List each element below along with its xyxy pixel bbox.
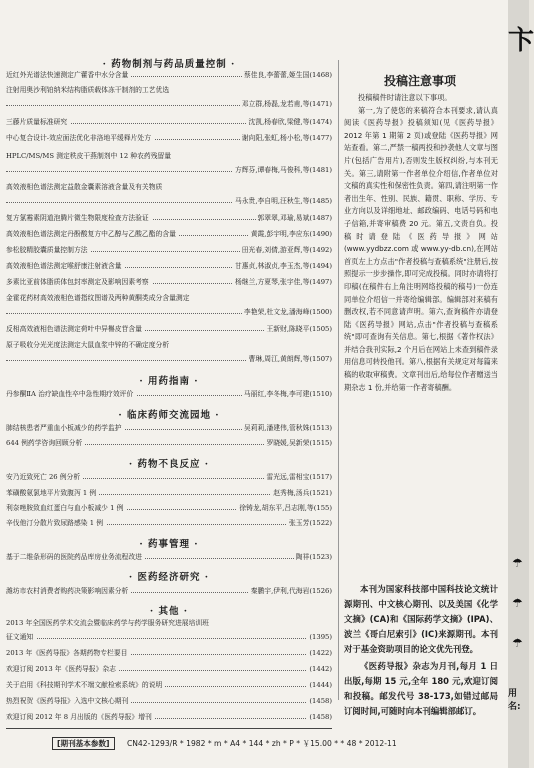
toc-entry: 金霍花药材高效液相色谱指纹图谱及两种黄酮类成分含量测定 bbox=[6, 293, 332, 304]
toc-entry: 安乃近致死亡 26 例分析 雷光远,雷相宝(1517) bbox=[6, 473, 332, 481]
section-heading-econ: · 医药经济研究 · bbox=[128, 572, 210, 583]
column-divider bbox=[338, 60, 339, 700]
umbrella-icon: ☂ bbox=[512, 556, 523, 570]
footer-divider bbox=[6, 728, 332, 729]
toc-entry: 复方氯霉素阴道泡腾片微生物限度检查方法验证 郭翠翠,邓瑜,易斌(1487) bbox=[6, 214, 332, 222]
toc-entry: 644 例药学咨询回顾分析 罗晓媛,吴新荣(1515) bbox=[6, 439, 332, 447]
toc-entry: 高效液相色谱法测定喉舒康注射液含量 甘惠贞,林淑贞,李玉杰,等(1494) bbox=[6, 262, 332, 270]
toc-entry: 邓立群,杨磊,龙若甫,等(1471) bbox=[6, 99, 332, 110]
toc-entry: 肺结核患者严重血小板减少的药学监护 吴莉莉,潘建伟,管秋姝(1513) bbox=[6, 424, 332, 432]
toc-entry: 热烈祝贺《医药导报》入选中文核心期刊 (1458) bbox=[6, 697, 332, 705]
section-heading-other: · 其他 · bbox=[149, 606, 189, 617]
notice-body bbox=[344, 92, 498, 394]
toc-entry: 关于启用《科技期刊学术不端文献检索系统》的说明 (1444) bbox=[6, 681, 332, 689]
toc-entry: 利奈唑胺致血红蛋白与血小板减少 1 例 徐铸龙,胡东平,吕志刚,等(155) bbox=[6, 504, 332, 512]
section-heading-clinical: · 临床药师交流园地 · bbox=[118, 410, 220, 421]
section-heading-guide: · 用药指南 · bbox=[139, 376, 199, 387]
toc-entry: 三藤片质量标准研究 沈凯,杨春欣,梁健,等(1474) bbox=[6, 118, 332, 126]
toc-entry: 2013 年《医药导报》各期药物专栏要目 (1422) bbox=[6, 649, 332, 657]
parameters-label: [期刊基本参数] bbox=[52, 737, 115, 750]
toc-entry: 基于二维条形码的医院药品库房业务流程改进 陶祥(1523) bbox=[6, 553, 332, 561]
toc-entry: 李艳荣,杜文龙,潘海峰(1500) bbox=[6, 307, 332, 318]
journal-info-paragraph: 《医药导报》杂志为月刊,每月 1 日出版,每期 15 元,全年 180 元,欢迎订阅和投稿。邮发代号 38-173,如错过邮局订阅时间,可随时向本刊编辑部邮订。 bbox=[344, 661, 498, 716]
toc-entry: 中心复合设计-效应面法优化非洛地平缓释片处方 谢向阳,张虹,杨小松,等(1477) bbox=[6, 134, 332, 142]
umbrella-icon: ☂ bbox=[512, 596, 523, 610]
toc-entry: 辛伐他汀分散片致尿路感染 1 例 张玉芳(1522) bbox=[6, 519, 332, 527]
section-heading-pharm: · 药物制剂与药品质量控制 · bbox=[102, 59, 236, 70]
notice-paragraph: 第一,为了使您的来稿符合本刊要求,请认真阅读《医药导报》投稿须知(见《医药导报》2012 年第 1 期第 2 页)或登陆《医药导报》网站查看。第二,严禁一稿两投和抄袭他人文章与图片(包括广告用片),否则发生版权纠纷,与本刊无关。第三,请附第一作者单位介绍信,作者单位对文稿的真实性和保密性负责。第四,请注明第一作者出生年、性别、民族、籍贯、职称、学历、专业方向以及详细地址、邮政编码、电话号码和电子信箱,并寄审稿费 20 元。第五,文责自负。投稿时请登陆《医药导报》网站(www.yydbzz.com 或 www.yy-db.cn),在网站首页左上方点击"作者投稿与查稿系统"注册后,按照提示一步步操作,即可完成投稿。同时亦请将打印稿(在稿件右上角注明网络投稿的稿号)一份连同单位介绍信一并寄给编辑部。编辑部对来稿有删改权,若不同意请声明。第六,查询稿件亦请登陆《医药导报》网站,点击"作者投稿与查稿系统"即可查询有关信息。第七,根据《著作权法》并结合我刊实际,2 个月后在网站上未查到稿件录用信息可转投他刊。第八,根据有关规定对每篇来稿的收取审稿费。文章刊出后,给每位作者赠送当期杂志 1 份,并给第一作者寄稿酬。 bbox=[344, 105, 498, 392]
journal-info bbox=[344, 582, 498, 721]
edge-glyph: 卞 bbox=[508, 26, 534, 56]
toc-entry: HPLC/MS/MS 测定秩皮干燕制剂中 12 种农药残留量 bbox=[6, 151, 332, 162]
toc-entry: 多素比亚前体脂质体包封率测定及影响因素考察 杨继兰,方夏琴,张宇佳,等(1497) bbox=[6, 278, 332, 286]
toc-entry: 丹参酮ⅡA 治疗缺血性卒中急性期疗效评价 马丽红,李冬梅,李可建(1510) bbox=[6, 390, 332, 398]
adjacent-page-edge bbox=[508, 0, 534, 768]
notice-paragraph: 投稿稿件时请注意以下事项。 bbox=[358, 93, 452, 102]
toc-entry: 征文通知 (1395) bbox=[6, 633, 332, 641]
toc-entry: 反相高效液相色谱法测定荷叶中异槲皮苷含量 王新财,陈晓平(1505) bbox=[6, 325, 332, 333]
toc-entry: 参松胶精胶囊质量控制方法 田光春,刘倩,游亚辉,等(1492) bbox=[6, 246, 332, 254]
toc-entry: 注射用奥沙利铂纳米结构脂质载体冻干制剂的工艺优选 bbox=[6, 85, 332, 96]
toc-entry: 欢迎订阅 2012 年 8 月出版的《医药导报》增刊 (1458) bbox=[6, 713, 332, 721]
toc-entry: 高效液相色谱法测定丹酚酸复方中乙醇与乙酸乙酯的含量 黄霞,彭宇明,李应东(1490) bbox=[6, 230, 332, 238]
toc-entry: 马永贵,李自明,汪秋生,等(1485) bbox=[6, 196, 332, 207]
journal-info-paragraph: 本刊为国家科技部中国科技论文统计源期刊、中文核心期刊、以及美国《化学文摘》(CA)和《国际药学文摘》(IPA)、波兰《哥白尼索引》(IC)来源期刊。本刊对于基金资助项目的论文优先刊登。 bbox=[344, 584, 498, 654]
edge-label: 用名: bbox=[508, 689, 521, 712]
notice-title: 投稿注意事项 bbox=[383, 74, 456, 88]
toc-entry: 2013 年全国医药学术交流会暨临床药学与药学服务研究进展培训班 bbox=[6, 618, 332, 629]
journal-parameters bbox=[52, 738, 452, 749]
section-heading-adverse: · 药物不良反应 · bbox=[128, 459, 210, 470]
toc-entry: 曹琳,周江,黄朗辉,等(1507) bbox=[6, 354, 332, 365]
toc-entry: 潍坊市农村消费者购药决策影响因素分析 秦鹏宇,伊利,代海岩(1526) bbox=[6, 587, 332, 595]
section-heading-mgmt: · 药事管理 · bbox=[139, 539, 199, 550]
toc-entry: 苯磺酸氨氯地平片致腹泻 1 例 赵秀梅,汤兵(1521) bbox=[6, 489, 332, 497]
toc-entry: 原子吸收分光光度法测定大鼠血浆中锌的不确定度分析 bbox=[6, 340, 332, 351]
toc-entry: 欢迎订阅 2013 年《医药导报》杂志 (1442) bbox=[6, 665, 332, 673]
parameters-text: CN42-1293/R * 1982 * m * A4 * 144 * zh * P * ￥15.00 * * 48 * 2012-11 bbox=[126, 739, 397, 748]
umbrella-icon: ☂ bbox=[512, 636, 523, 650]
submission-notice bbox=[340, 60, 500, 720]
toc-entry: 高效液相色谱法测定益散金囊素溶液含量及有关物质 bbox=[6, 182, 332, 193]
toc-entry: 近红外光谱法快速测定广藿香中水分含量 蔡佳良,李蕾蕾,姬生国(1468) bbox=[6, 71, 332, 79]
toc-entry: 方辉芬,谭春梅,马俊科,等(1481) bbox=[6, 165, 332, 176]
